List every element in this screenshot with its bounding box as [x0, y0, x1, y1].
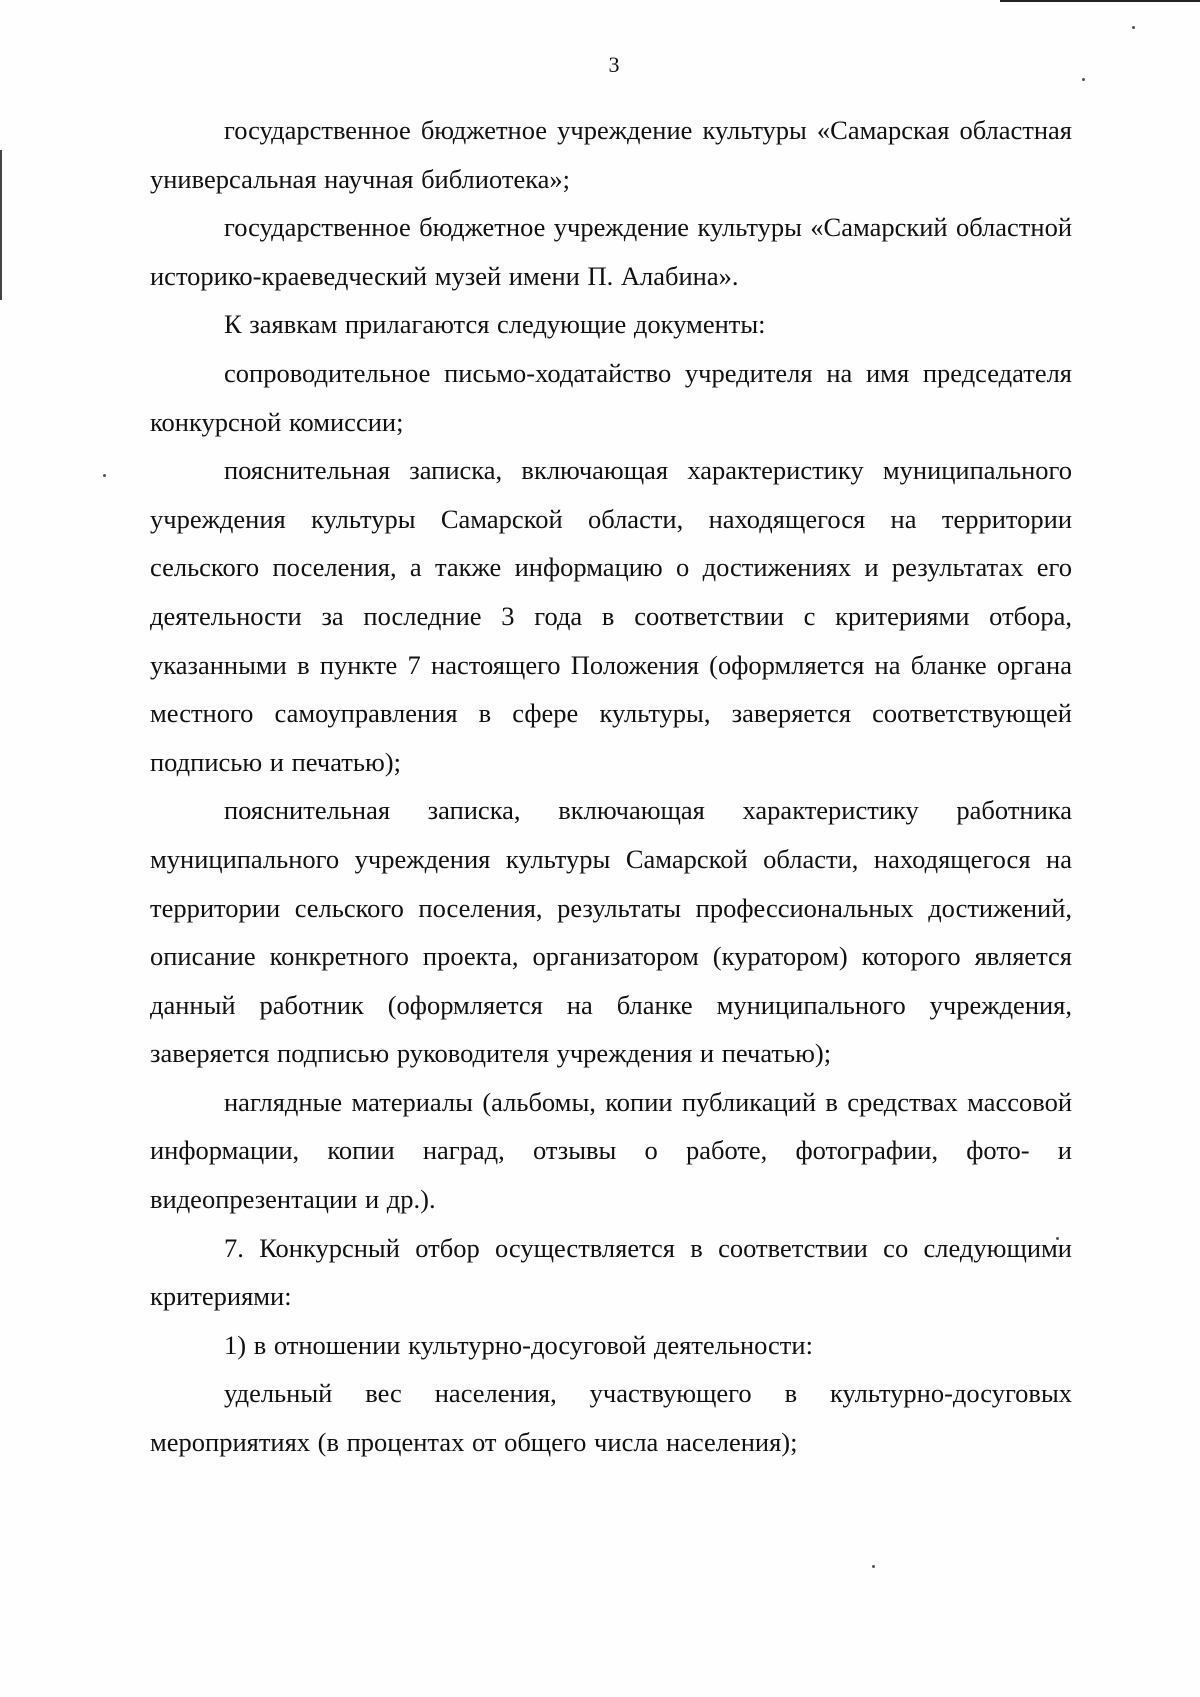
scan-speck: [1082, 78, 1085, 81]
paragraph: сопроводительное письмо-ходатайство учредителя на имя председателя конкурсной комиссии;: [150, 357, 1072, 437]
scan-edge-top-line: [1000, 0, 1200, 2]
paragraph: удельный вес населения, участвующего в культурно-досуговых мероприятиях (в процентах от общего числа населения);: [150, 1378, 1072, 1458]
paragraph: К заявкам прилагаются следующие документы:: [224, 309, 766, 340]
page-number: 3: [608, 52, 620, 77]
document-body: [150, 106, 1072, 1467]
paragraph: пояснительная записка, включающая характеристику работника муниципального учреждения культуры Самарской области, находящегося на территории сельского поселения, результаты профессиональных достижений, описание конкретного проекта, организатором (куратором) которого является данный работник (оформляется на бланке муниципального учреждения, заверяется подписью руководителя учреждения и печатью);: [150, 795, 1072, 1069]
paragraph: пояснительная записка, включающая характеристику муниципального учреждения культуры Самарской области, находящегося на территории сельского поселения, а также информацию о достижениях и результатах его деятельности за последние 3 года в соответствии с критериями отбора, указанными в пункте 7 настоящего Положения (оформляется на бланке органа местного самоуправления в сфере культуры, заверяется соответствующей подписью и печатью);: [150, 455, 1072, 777]
scan-speck: [1132, 26, 1135, 29]
paragraph: 7. Конкурсный отбор осуществляется в соответствии со следующими критериями:: [150, 1232, 1072, 1312]
scan-speck: [103, 474, 106, 477]
paragraph: государственное бюджетное учреждение культуры «Самарский областной историко-краеведческий музей имени П. Алабина».: [150, 212, 1072, 291]
paragraph: 1) в отношении культурно-досуговой деятельности:: [224, 1329, 813, 1360]
paragraph: наглядные материалы (альбомы, копии публикаций в средствах массовой информации, копии наград, отзывы о работе, фотографии, фото- и видеопрезентации и др.).: [150, 1086, 1072, 1215]
paragraph: государственное бюджетное учреждение культуры «Самарская областная универсальная научная библиотека»;: [150, 115, 1072, 194]
scan-speck: [872, 1565, 875, 1568]
scan-edge-left-line: [0, 150, 2, 300]
